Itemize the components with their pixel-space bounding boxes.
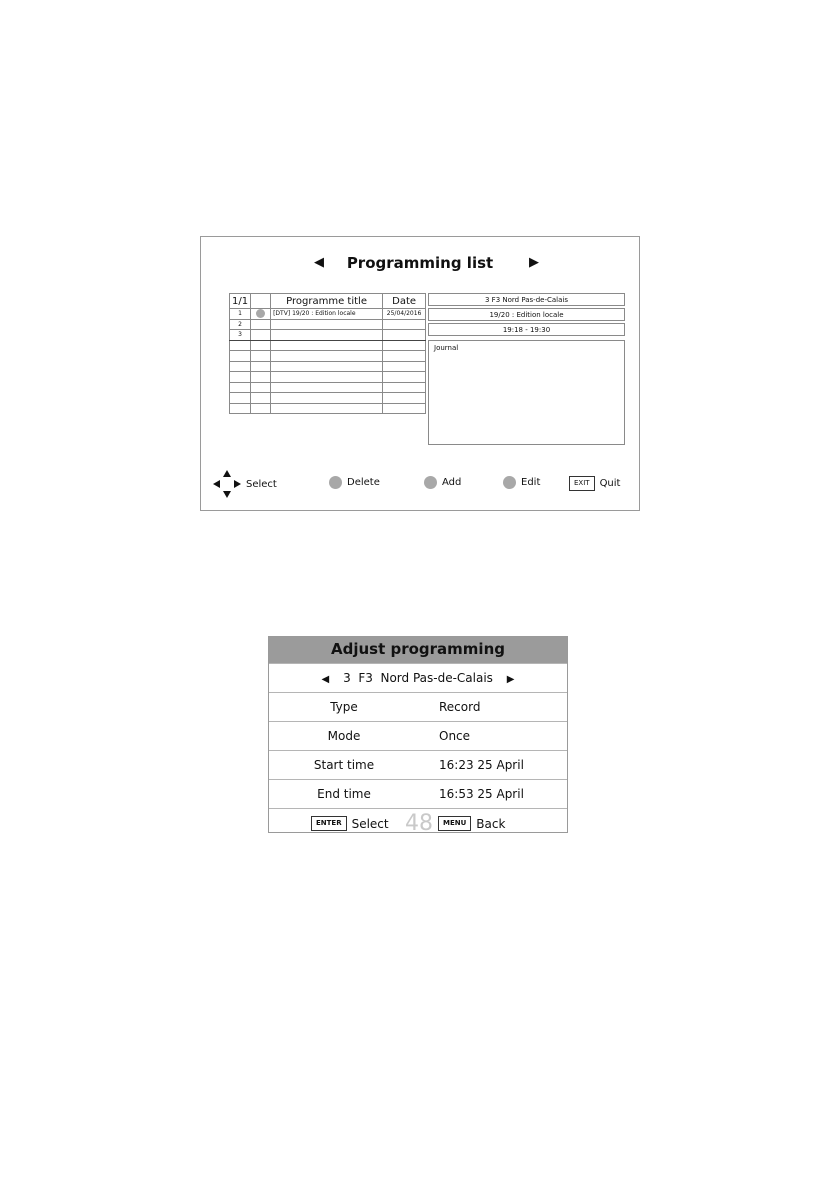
add-button-icon (424, 476, 437, 489)
info-description-text: Journal (434, 344, 459, 352)
empty-row (230, 393, 426, 404)
edit-button-icon (503, 476, 516, 489)
info-description (428, 340, 625, 445)
end-time-label: End time (317, 787, 371, 801)
row-date: 25/04/2016 (383, 309, 426, 320)
mode-row[interactable] (269, 721, 567, 750)
adjust-programming-footer (269, 808, 567, 839)
mode-value[interactable]: Once (439, 729, 471, 743)
table-header-row (230, 294, 426, 309)
delete-hint[interactable] (329, 476, 380, 489)
start-time-label: Start time (313, 758, 375, 772)
row-number: 2 (230, 319, 251, 330)
table-row[interactable] (230, 330, 426, 341)
add-label: Add (442, 477, 462, 488)
select-label: Select (246, 478, 277, 490)
adjust-programming-title: Adjust programming (269, 637, 567, 663)
back-label: Back (476, 816, 506, 831)
empty-row (230, 403, 426, 414)
row-title (271, 330, 383, 341)
table-row[interactable] (230, 319, 426, 330)
programme-table (229, 293, 426, 414)
enter-key-icon: ENTER (311, 816, 347, 831)
delete-button-icon (329, 476, 342, 489)
type-label: Type (330, 700, 358, 714)
edit-label: Edit (521, 477, 541, 488)
empty-row (230, 382, 426, 393)
back-hint[interactable] (438, 816, 505, 831)
page-indicator: 1/1 (230, 294, 251, 309)
row-number: 3 (230, 330, 251, 341)
delete-label: Delete (347, 477, 380, 488)
type-value[interactable]: Record (439, 700, 481, 714)
row-marker (251, 309, 271, 320)
end-time-row[interactable] (269, 779, 567, 808)
left-arrow-icon[interactable]: ◀ (321, 674, 330, 685)
channel-name: 3 F3 Nord Pas-de-Calais (343, 671, 493, 685)
select-label: Select (351, 816, 389, 831)
start-time-value[interactable]: 16:23 25 April (439, 758, 524, 772)
dpad-icon (213, 470, 241, 498)
info-programme-title: 19/20 : Edition locale (428, 308, 625, 321)
adjust-programming-screen (268, 636, 568, 836)
empty-row (230, 351, 426, 362)
right-arrow-icon[interactable]: ▶ (506, 674, 515, 685)
edit-hint[interactable] (503, 476, 540, 489)
marker-column-header (251, 294, 271, 309)
quit-label: Quit (599, 478, 621, 489)
left-arrow-icon[interactable]: ◀ (314, 255, 324, 270)
row-title: [DTV] 19/20 : Edition locale (271, 309, 383, 320)
programming-list-screen (200, 236, 640, 511)
end-time-value[interactable]: 16:53 25 April (439, 787, 524, 801)
exit-key-icon: EXIT (569, 476, 595, 491)
info-channel: 3 F3 Nord Pas-de-Calais (428, 293, 625, 306)
row-date (383, 319, 426, 330)
programming-list-title: Programming list (346, 254, 494, 272)
date-header: Date (383, 294, 426, 309)
programme-title-header: Programme title (271, 294, 383, 309)
scheduled-dot-icon (256, 309, 265, 318)
start-time-row[interactable] (269, 750, 567, 779)
table-row[interactable] (230, 309, 426, 320)
empty-row (230, 372, 426, 383)
empty-row (230, 361, 426, 372)
row-date (383, 330, 426, 341)
info-time-range: 19:18 - 19:30 (428, 323, 625, 336)
type-row[interactable] (269, 692, 567, 721)
row-number: 1 (230, 309, 251, 320)
row-marker (251, 330, 271, 341)
empty-row (230, 340, 426, 351)
row-marker (251, 319, 271, 330)
right-arrow-icon[interactable]: ▶ (529, 255, 539, 270)
page-number: 48 (405, 811, 433, 836)
menu-key-icon: MENU (438, 816, 471, 831)
select-hint[interactable] (213, 470, 277, 498)
row-title (271, 319, 383, 330)
add-hint[interactable] (424, 476, 461, 489)
channel-selector[interactable] (269, 663, 567, 692)
mode-label: Mode (327, 729, 361, 743)
quit-hint[interactable] (569, 476, 620, 491)
programming-list-header (201, 253, 639, 275)
programming-list-footer (201, 470, 639, 500)
select-hint[interactable] (311, 816, 389, 831)
